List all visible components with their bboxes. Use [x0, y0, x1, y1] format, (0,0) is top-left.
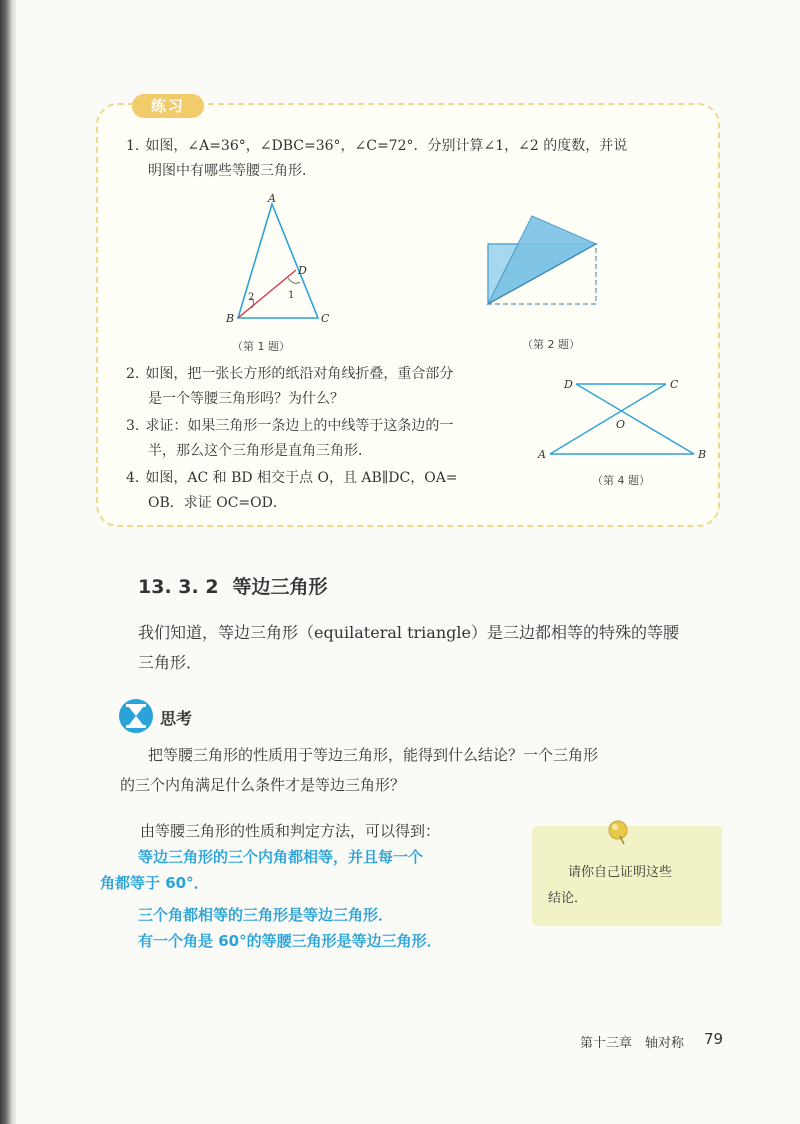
figure-4-caption: （第 4 题）	[592, 474, 650, 487]
figure-1-caption: （第 1 题）	[232, 340, 290, 353]
item-text-line: 如图，AC 和 BD 相交于点 O，且 AB∥DC，OA=	[145, 470, 458, 486]
label-d: D	[564, 378, 573, 391]
think-line: 把等腰三角形的性质用于等边三角形，能得到什么结论？一个三角形	[148, 746, 599, 764]
think-line: 的三个内角满足什么条件才是等边三角形？	[120, 776, 406, 794]
item-text-line: 明图中有哪些等腰三角形．	[148, 163, 316, 179]
angle-1-arc	[288, 278, 300, 283]
exercise-tag: 练习	[132, 94, 204, 118]
label-c: C	[321, 312, 330, 325]
think-question	[120, 740, 730, 800]
note-line: 结论．	[548, 891, 588, 906]
think-hourglass-icon	[118, 698, 154, 734]
item-number: 1.	[126, 138, 140, 154]
segment-ac	[550, 384, 666, 454]
note-text	[548, 860, 708, 912]
item-text-line: OB．求证 OC=OD．	[148, 495, 287, 511]
footer-chapter: 第十三章 轴对称	[580, 1036, 685, 1051]
page-number: 79	[704, 1030, 724, 1048]
label-angle-1: 1	[288, 290, 295, 301]
intro-line: 三角形．	[138, 653, 203, 672]
label-a: A	[538, 448, 546, 461]
item-text-line: 半，那么这个三角形是直角三角形．	[148, 443, 372, 459]
item-text-line: 如图，把一张长方形的纸沿对角线折叠，重合部分	[145, 366, 454, 382]
figure-4-crossing-segments	[532, 370, 712, 466]
exercise-item-2	[126, 362, 526, 412]
section-title: 等边三角形	[232, 576, 328, 598]
figure-2-folded-rectangle	[484, 210, 604, 310]
label-o: O	[616, 418, 626, 431]
exercise-item-3	[126, 414, 526, 464]
note-line: 请你自己证明这些	[568, 865, 673, 880]
item-number: 2.	[126, 366, 140, 382]
item-text-line: 如图，∠A=36°，∠DBC=36°，∠C=72°．分别计算∠1，∠2 的度数，并说	[145, 138, 628, 154]
blue-line: 等边三角形的三个内角都相等，并且每一个	[138, 848, 424, 866]
item-number: 3.	[126, 418, 140, 434]
conclusion-lead: 由等腰三角形的性质和判定方法，可以得到：	[140, 822, 441, 840]
section-number: 13. 3. 2	[138, 576, 219, 598]
label-a: A	[268, 192, 276, 205]
item-text-line: 求证：如果三角形一条边上的中线等于这条边的一	[145, 418, 454, 434]
label-b: B	[698, 448, 707, 461]
section-intro	[138, 618, 728, 678]
book-binding-shadow	[0, 0, 16, 1124]
think-label: 思考	[160, 709, 193, 728]
segment-bd	[576, 384, 694, 454]
conclusion-statement-1	[100, 844, 518, 896]
label-angle-2: 2	[248, 292, 255, 303]
conclusion-statement-2: 三个角都相等的三角形是等边三角形．	[138, 906, 394, 924]
pushpin-icon	[606, 818, 632, 846]
item-number: 4.	[126, 470, 140, 486]
item-text-line: 是一个等腰三角形吗？为什么？	[148, 391, 344, 407]
blue-line: 角都等于 60°．	[100, 874, 209, 892]
section-heading	[138, 572, 328, 599]
exercise-item-1	[126, 134, 716, 184]
figure-2-caption: （第 2 题）	[522, 338, 580, 351]
conclusion-statement-3: 有一个角是 60°的等腰三角形是等边三角形．	[138, 932, 442, 950]
figure-1-triangle	[220, 190, 340, 330]
intro-line: 我们知道，等边三角形（equilateral triangle）是三边都相等的特殊的等腰	[138, 623, 679, 642]
label-c: C	[670, 378, 679, 391]
label-d: D	[298, 264, 307, 277]
exercise-item-4	[126, 466, 526, 516]
label-b: B	[226, 312, 235, 325]
